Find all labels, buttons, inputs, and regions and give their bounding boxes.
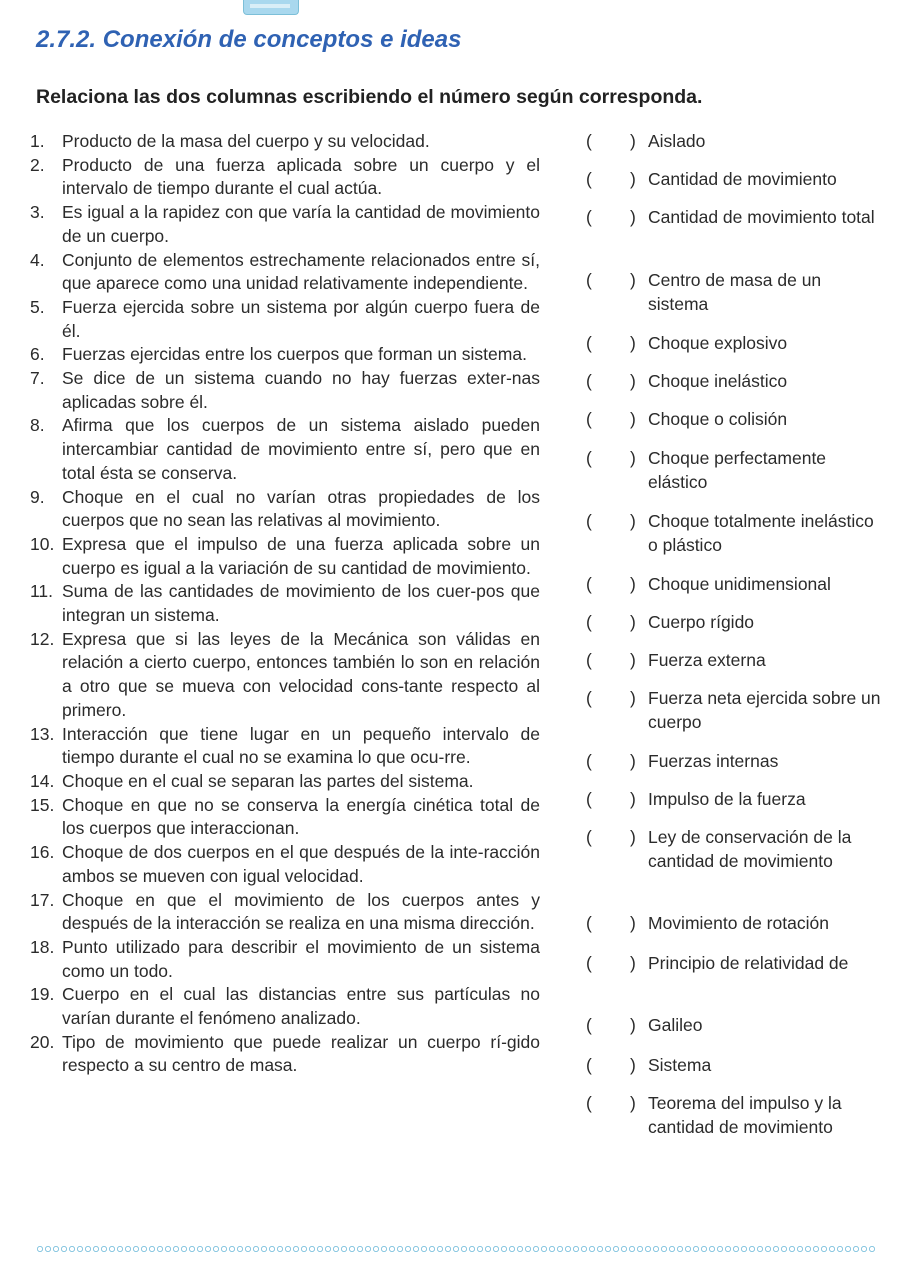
- answer-blank[interactable]: [586, 788, 648, 812]
- concept-item: [30, 486, 540, 533]
- concept-number: 13.: [30, 723, 55, 744]
- open-paren: (: [586, 1015, 592, 1035]
- concept-text: Producto de una fuerza aplicada sobre un cuerpo y el intervalo de tiempo durante el cual actúa.: [62, 154, 540, 199]
- open-paren: (: [586, 574, 592, 594]
- close-paren: ): [630, 789, 636, 809]
- term-text: Fuerza externa: [648, 650, 766, 670]
- concept-item: [30, 1031, 540, 1078]
- close-paren: ): [630, 751, 636, 771]
- concept-text: Choque en que el movimiento de los cuerpos antes y después de la interacción se realiza en una misma dirección.: [62, 889, 540, 934]
- answer-blank[interactable]: [586, 750, 648, 774]
- open-paren: (: [586, 1093, 592, 1113]
- term-item: [586, 788, 886, 812]
- close-paren: ): [630, 688, 636, 708]
- concept-text: Suma de las cantidades de movimiento de los cuer-pos que integran un sistema.: [62, 581, 540, 626]
- close-paren: ): [630, 1055, 636, 1075]
- term-text: Impulso de la fuerza: [648, 789, 806, 809]
- concept-text: Afirma que los cuerpos de un sistema aislado pueden intercambiar cantidad de movimiento entre sí, pero que en total ésta se conserva.: [62, 415, 540, 483]
- concept-number: 7.: [30, 368, 45, 389]
- answer-blank[interactable]: [586, 168, 648, 192]
- concept-text: Cuerpo en el cual las distancias entre sus partículas no varían durante el fenómeno analizado.: [62, 984, 540, 1029]
- concept-text: Choque en que no se conserva la energía cinética total de los cuerpos que interaccionan.: [62, 794, 540, 839]
- term-text: Movimiento de rotación: [648, 913, 829, 933]
- term-item: [586, 510, 886, 557]
- term-text: Galileo: [648, 1015, 703, 1035]
- term-text: Choque perfectamente elástico: [648, 448, 827, 492]
- term-text: Cuerpo rígido: [648, 612, 755, 632]
- term-item: [586, 750, 886, 774]
- concept-text: Es igual a la rapidez con que varía la cantidad de movimiento de un cuerpo.: [62, 202, 540, 246]
- term-text: Principio de relatividad de: [648, 953, 849, 973]
- close-paren: ): [630, 913, 636, 933]
- close-paren: ): [630, 207, 636, 227]
- page-tab-graphic: [243, 0, 299, 15]
- concept-number: 16.: [30, 842, 55, 863]
- open-paren: (: [586, 371, 592, 391]
- instruction-text: Relaciona las dos columnas escribiendo el número según corresponda.: [36, 86, 703, 108]
- answer-blank[interactable]: [586, 332, 648, 356]
- close-paren: ): [630, 574, 636, 594]
- open-paren: (: [586, 827, 592, 847]
- concept-item: [30, 130, 540, 154]
- concept-number: 10.: [30, 533, 55, 554]
- concept-number: 11.: [30, 581, 54, 602]
- concept-text: Punto utilizado para describir el movimiento de un sistema como un todo.: [62, 936, 540, 981]
- concept-text: Choque en el cual se separan las partes del sistema.: [62, 770, 474, 791]
- answer-blank[interactable]: [586, 1092, 648, 1139]
- concept-number: 12.: [30, 628, 55, 649]
- close-paren: ): [630, 827, 636, 847]
- term-item: [586, 573, 886, 597]
- concept-text: Fuerza ejercida sobre un sistema por algún cuerpo fuera de él.: [62, 296, 540, 341]
- concept-text: Expresa que si las leyes de la Mecánica son válidas en relación a cierto cuerpo, entonces también lo son en relación a otro que se mueva con velocidad cons-tante respecto al primero.: [62, 628, 540, 720]
- term-text: Choque inelástico: [648, 371, 788, 391]
- close-paren: ): [630, 650, 636, 670]
- open-paren: (: [586, 169, 592, 189]
- close-paren: ): [630, 333, 636, 353]
- concept-number: 18.: [30, 936, 55, 957]
- answer-blank[interactable]: [586, 447, 648, 494]
- answer-blank[interactable]: [586, 269, 648, 316]
- concept-item: [30, 889, 540, 936]
- concept-text: Producto de la masa del cuerpo y su velocidad.: [62, 131, 430, 151]
- concept-item: [30, 580, 540, 627]
- term-item: [586, 649, 886, 673]
- answer-blank[interactable]: [586, 826, 648, 873]
- concepts-column: [30, 130, 540, 1078]
- answer-blank[interactable]: [586, 611, 648, 635]
- close-paren: ): [630, 448, 636, 468]
- term-item: [586, 332, 886, 356]
- open-paren: (: [586, 270, 592, 290]
- answer-blank[interactable]: [586, 573, 648, 597]
- close-paren: ): [630, 270, 636, 290]
- term-item: [586, 370, 886, 394]
- open-paren: (: [586, 913, 592, 933]
- open-paren: (: [586, 612, 592, 632]
- term-text: Centro de masa de un sistema: [648, 270, 822, 314]
- answer-blank[interactable]: [586, 952, 648, 976]
- term-text: Fuerzas internas: [648, 751, 779, 771]
- concept-text: Conjunto de elementos estrechamente relacionados entre sí, que aparece como una unidad relativamente independiente.: [62, 249, 540, 294]
- term-item: [586, 130, 886, 154]
- term-text: Cantidad de movimiento total: [648, 207, 875, 227]
- concept-text: Fuerzas ejercidas entre los cuerpos que forman un sistema.: [62, 344, 527, 365]
- term-item: [586, 206, 886, 230]
- answer-blank[interactable]: [586, 649, 648, 673]
- term-text: Cantidad de movimiento: [648, 169, 837, 189]
- concept-item: [30, 367, 540, 414]
- concept-item: [30, 628, 540, 723]
- concept-number: 17.: [30, 889, 55, 910]
- concept-item: [30, 770, 540, 794]
- close-paren: ): [630, 1093, 636, 1113]
- open-paren: (: [586, 448, 592, 468]
- concept-item: [30, 723, 540, 770]
- term-item: [586, 912, 886, 936]
- open-paren: (: [586, 688, 592, 708]
- term-text: Choque totalmente inelástico o plástico: [648, 511, 874, 555]
- term-text: Fuerza neta ejercida sobre un cuerpo: [648, 688, 881, 732]
- term-item: [586, 269, 886, 316]
- answer-blank[interactable]: [586, 1054, 648, 1078]
- open-paren: (: [586, 789, 592, 809]
- answer-blank[interactable]: [586, 912, 648, 936]
- concept-item: [30, 936, 540, 983]
- concept-number: 5.: [30, 296, 45, 317]
- concept-text: Se dice de un sistema cuando no hay fuerzas exter-nas aplicadas sobre él.: [62, 368, 540, 412]
- answer-blank[interactable]: [586, 1014, 648, 1038]
- concept-item: [30, 343, 540, 367]
- term-text: Aislado: [648, 131, 706, 151]
- term-item: [586, 687, 886, 734]
- concept-number: 1.: [30, 131, 45, 151]
- section-title: 2.7.2. Conexión de conceptos e ideas: [36, 26, 462, 53]
- close-paren: ): [630, 511, 636, 531]
- close-paren: ): [630, 612, 636, 632]
- term-item: [586, 1092, 886, 1139]
- open-paren: (: [586, 1055, 592, 1075]
- open-paren: (: [586, 207, 592, 227]
- answer-blank[interactable]: [586, 408, 648, 432]
- concept-text: Choque de dos cuerpos en el que después de la inte-racción ambos se mueven con igual velocidad.: [62, 842, 540, 886]
- term-text: Choque unidimensional: [648, 574, 831, 594]
- term-item: [586, 826, 886, 873]
- concept-number: 15.: [30, 794, 55, 815]
- close-paren: ): [630, 1015, 636, 1035]
- term-text: Choque explosivo: [648, 333, 788, 353]
- term-item: [586, 168, 886, 192]
- concept-item: [30, 533, 540, 580]
- concept-item: [30, 794, 540, 841]
- concept-number: 4.: [30, 249, 45, 270]
- concept-number: 19.: [30, 984, 55, 1005]
- term-text: Sistema: [648, 1055, 712, 1075]
- term-item: [586, 1014, 886, 1038]
- open-paren: (: [586, 131, 592, 151]
- concept-item: [30, 249, 540, 296]
- open-paren: (: [586, 953, 592, 973]
- open-paren: (: [586, 751, 592, 771]
- concept-item: [30, 841, 540, 888]
- concept-number: 2.: [30, 154, 45, 175]
- concept-text: Choque en el cual no varían otras propiedades de los cuerpos que no sean las relativas al movimiento.: [62, 486, 540, 531]
- concept-item: [30, 296, 540, 343]
- term-item: [586, 611, 886, 635]
- concept-text: Expresa que el impulso de una fuerza aplicada sobre un cuerpo es igual a la variación de su cantidad de movimiento.: [62, 533, 540, 578]
- close-paren: ): [630, 953, 636, 973]
- concept-item: [30, 154, 540, 201]
- concept-number: 14.: [30, 770, 55, 791]
- open-paren: (: [586, 333, 592, 353]
- term-text: Teorema del impulso y la cantidad de movimiento: [648, 1093, 842, 1137]
- concept-number: 8.: [30, 415, 45, 436]
- concept-item: [30, 983, 540, 1030]
- concept-item: [30, 414, 540, 485]
- concept-item: [30, 201, 540, 248]
- concept-number: 9.: [30, 486, 45, 507]
- concept-number: 20.: [30, 1031, 55, 1052]
- term-text: Choque o colisión: [648, 409, 788, 429]
- term-item: [586, 1054, 886, 1078]
- answer-blank[interactable]: [586, 130, 648, 154]
- answer-blank[interactable]: [586, 687, 648, 734]
- concept-text: Tipo de movimiento que puede realizar un cuerpo rí-gido respecto a su centro de masa.: [62, 1031, 540, 1076]
- close-paren: ): [630, 131, 636, 151]
- answer-blank[interactable]: [586, 206, 648, 230]
- concept-number: 6.: [30, 344, 45, 365]
- open-paren: (: [586, 409, 592, 429]
- concept-number: 3.: [30, 202, 45, 223]
- open-paren: (: [586, 650, 592, 670]
- concept-text: Interacción que tiene lugar en un pequeño intervalo de tiempo durante el cual no se examina lo que ocu-rre.: [62, 723, 540, 768]
- decorative-border: [36, 1245, 876, 1253]
- close-paren: ): [630, 371, 636, 391]
- open-paren: (: [586, 511, 592, 531]
- term-item: [586, 952, 886, 976]
- term-item: [586, 408, 886, 432]
- term-text: Ley de conservación de la cantidad de movimiento: [648, 827, 852, 871]
- answer-blank[interactable]: [586, 510, 648, 557]
- answer-blank[interactable]: [586, 370, 648, 394]
- close-paren: ): [630, 409, 636, 429]
- close-paren: ): [630, 169, 636, 189]
- term-item: [586, 447, 886, 494]
